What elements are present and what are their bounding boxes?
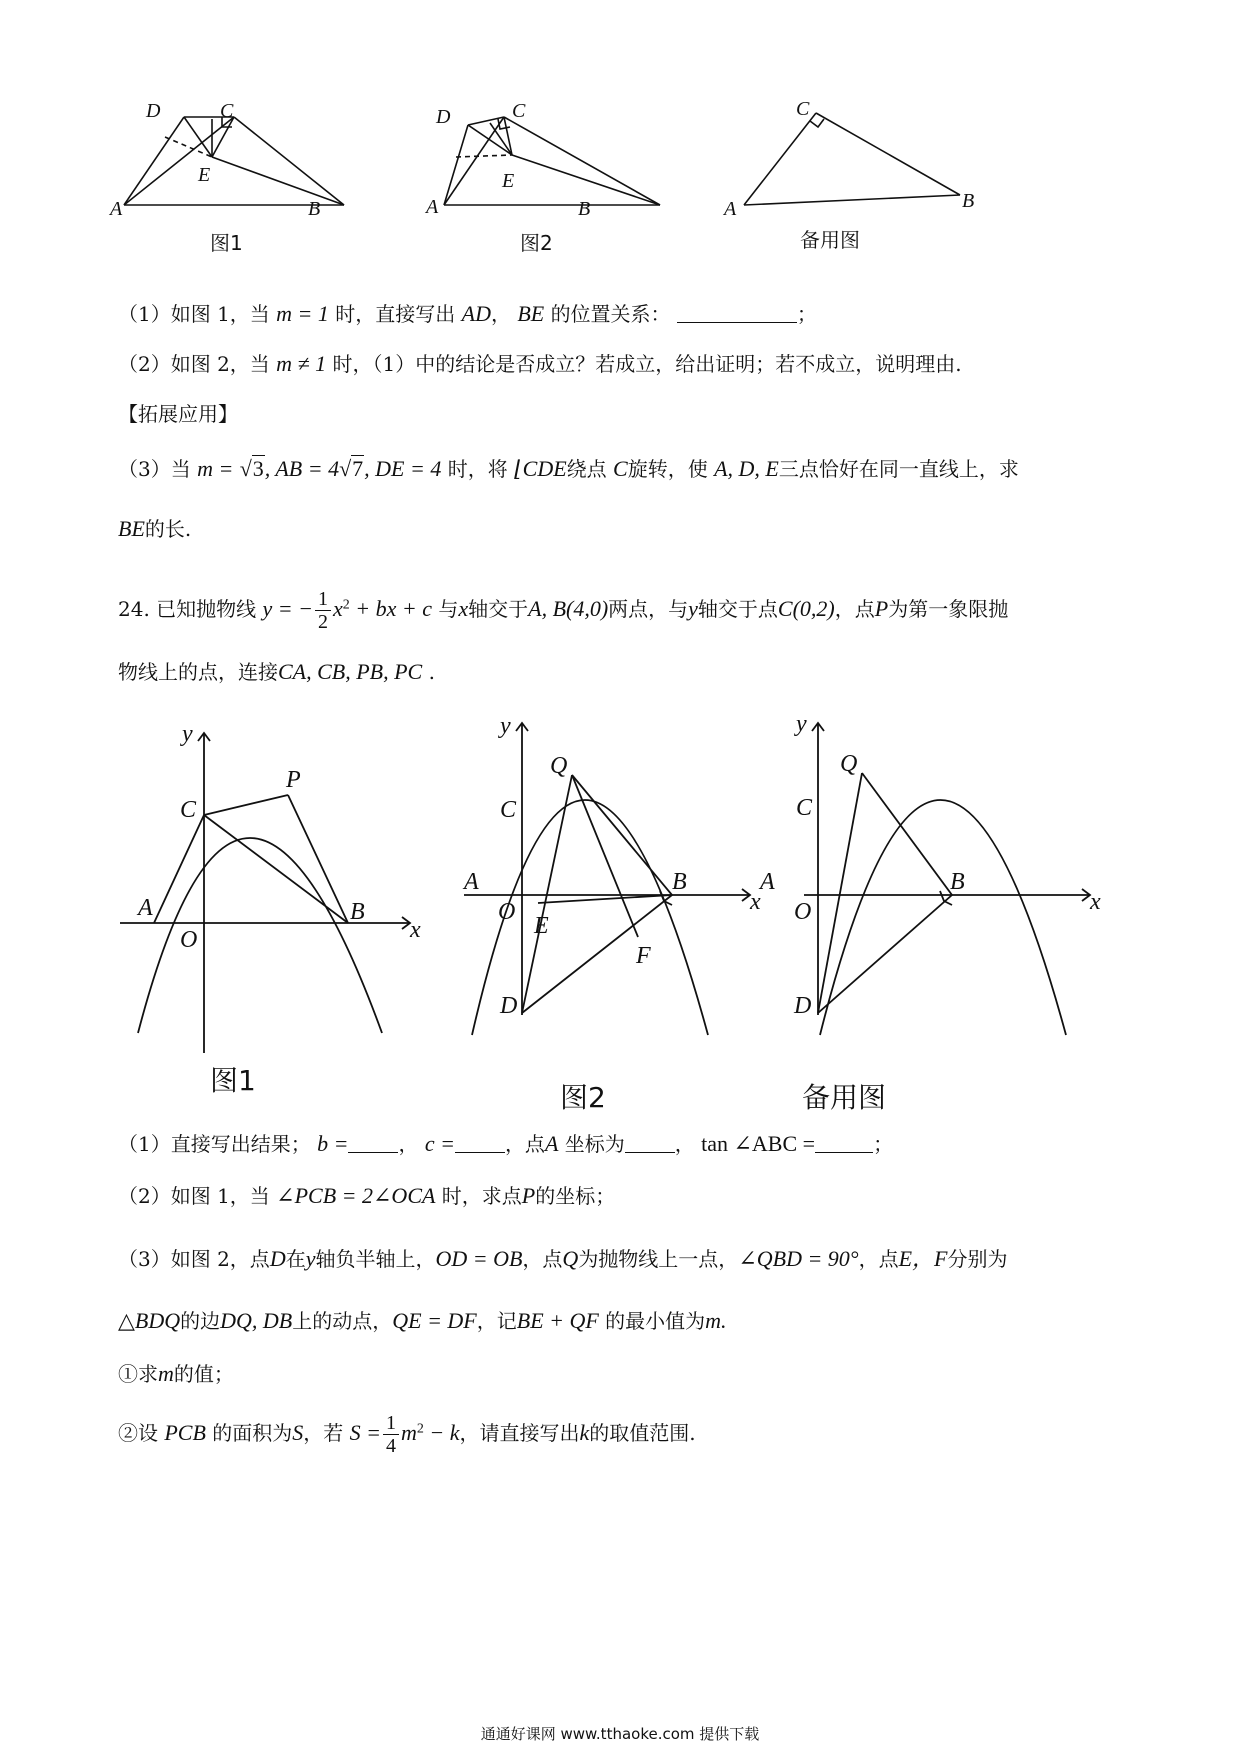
q24-fig2-label-x: x: [750, 889, 761, 915]
q24-fig1-label-x: x: [410, 917, 421, 943]
q24-fig3-label-A: A: [760, 869, 775, 895]
answer-blank-b: [348, 1134, 398, 1153]
q24-fig3-caption: 备用图: [802, 1081, 887, 1114]
fig2-label-C: C: [512, 100, 526, 122]
q23-part3-cont: BE的长.: [118, 516, 192, 541]
q24-fig1-caption: 图1: [210, 1064, 256, 1097]
q24-fig1-label-P: P: [286, 767, 301, 793]
fig2-caption: 图2: [520, 231, 553, 255]
sqrt-3: √3: [239, 456, 264, 481]
q23-backup-figure: [710, 95, 980, 285]
answer-blank-c: [455, 1134, 505, 1153]
q24-fig1-label-O: O: [180, 927, 198, 953]
q24-fig3-label-Q: Q: [840, 751, 858, 777]
q23-part2: （2）如图 2，当 m ≠ 1 时，（1）中的结论是否成立？若成立，给出证明；若不成立，说明理由.: [118, 351, 962, 376]
q24-part3-cont: △BDQ的边DQ, DB上的动点，QE = DF，记BE + QF 的最小值为m.: [118, 1308, 727, 1333]
q24-sub2: ②设 PCB 的面积为S，若 S = $\frac{1}{4}$ $m^2 - k$，请直接写出k的取值范围.: [118, 1412, 696, 1457]
q24-fig2-label-Q: Q: [550, 753, 568, 779]
fig1-label-A: A: [110, 198, 123, 220]
q24-fig2-caption: 图2: [560, 1081, 606, 1114]
q24-part3: （3）如图 2，点D在y轴负半轴上，OD = OB，点Q为抛物线上一点，∠QBD = 90°，点E，F分别为: [118, 1246, 1008, 1271]
fig3-label-B: B: [962, 190, 975, 212]
q23-part3: （3）当 m = √3, AB = 4√7, DE = 4 时，将 ⌊CDE绕点 C旋转，使 A, D, E三点恰好在同一直线上，求: [118, 456, 1019, 481]
q24-fig2-label-D: D: [500, 993, 518, 1019]
q24-sub1: ①求m的值；: [118, 1361, 234, 1386]
q24-fig3-label-B: B: [950, 869, 965, 895]
q23-figure-1: [110, 95, 370, 285]
q24-fig3-label-x: x: [1090, 889, 1101, 915]
q24-fig1-label-y: y: [182, 721, 193, 747]
q24-fig2-label-C: C: [500, 797, 517, 823]
q24-fig2-label-F: F: [636, 943, 651, 969]
q24-figure-1: [110, 705, 430, 1100]
fig2-label-E: E: [502, 170, 515, 192]
q24-figure-2: [450, 705, 770, 1115]
answer-blank: [677, 304, 797, 323]
fig2-label-B: B: [578, 198, 591, 220]
fig3-caption: 备用图: [800, 228, 860, 252]
fig1-caption: 图1: [210, 231, 243, 255]
page-footer: 通通好课网 www.tthaoke.com 提供下载: [480, 1725, 760, 1743]
fig1-label-B: B: [308, 198, 321, 220]
fig2-label-A: A: [426, 196, 439, 218]
q24-fig3-label-C: C: [796, 795, 813, 821]
fig1-label-E: E: [198, 164, 211, 186]
q24-part2: （2）如图 1，当 ∠PCB = 2∠OCA 时，求点P的坐标；: [118, 1183, 616, 1208]
answer-blank-tan: [815, 1134, 873, 1153]
q24-fig1-label-C: C: [180, 797, 197, 823]
q23-part1: （1）如图 1，当 m = 1 时，直接写出 AD， BE 的位置关系： ；: [118, 301, 817, 326]
q24-fig3-label-D: D: [794, 993, 812, 1019]
sqrt-7: √7: [339, 456, 364, 481]
fig3-label-A: A: [724, 198, 737, 220]
q24-fig2-label-B: B: [672, 869, 687, 895]
q24-fig3-label-O: O: [794, 899, 812, 925]
q24-stem-line2: 物线上的点，连接CA, CB, PB, PC .: [118, 659, 435, 684]
q24-stem-line1: 24. 已知抛物线 y = − $\frac{1}{2}$ $x^2$ + bx + c 与x轴交于A, B(4,0)两点，与y轴交于点C(0,2)，点P为第一象限抛: [118, 588, 1009, 633]
fig1-label-C: C: [220, 100, 234, 122]
q24-fig2-label-O: O: [498, 899, 516, 925]
q24-fig2-label-y: y: [500, 713, 511, 739]
q24-fig1-label-A: A: [138, 895, 153, 921]
q24-fig3-label-y: y: [796, 711, 807, 737]
q24-fig2-label-E: E: [534, 913, 549, 939]
fig1-label-D: D: [146, 100, 161, 122]
frac-1-4: $\frac{1}{4}$: [383, 1412, 399, 1457]
answer-blank-a: [625, 1134, 675, 1153]
q24-fig1-label-B: B: [350, 899, 365, 925]
q24-backup-figure: [760, 705, 1110, 1115]
q23-figure-2: [420, 95, 680, 285]
q24-fig2-label-A: A: [464, 869, 479, 895]
fig2-label-D: D: [436, 106, 451, 128]
frac-1-2: $\frac{1}{2}$: [315, 588, 331, 633]
fig3-label-C: C: [796, 98, 810, 120]
q24-part1: （1）直接写出结果； b = ， c = ，点A 坐标为 ， tan ∠ABC = ；: [118, 1131, 894, 1156]
q23-section-heading: 【拓展应用】: [118, 402, 238, 426]
